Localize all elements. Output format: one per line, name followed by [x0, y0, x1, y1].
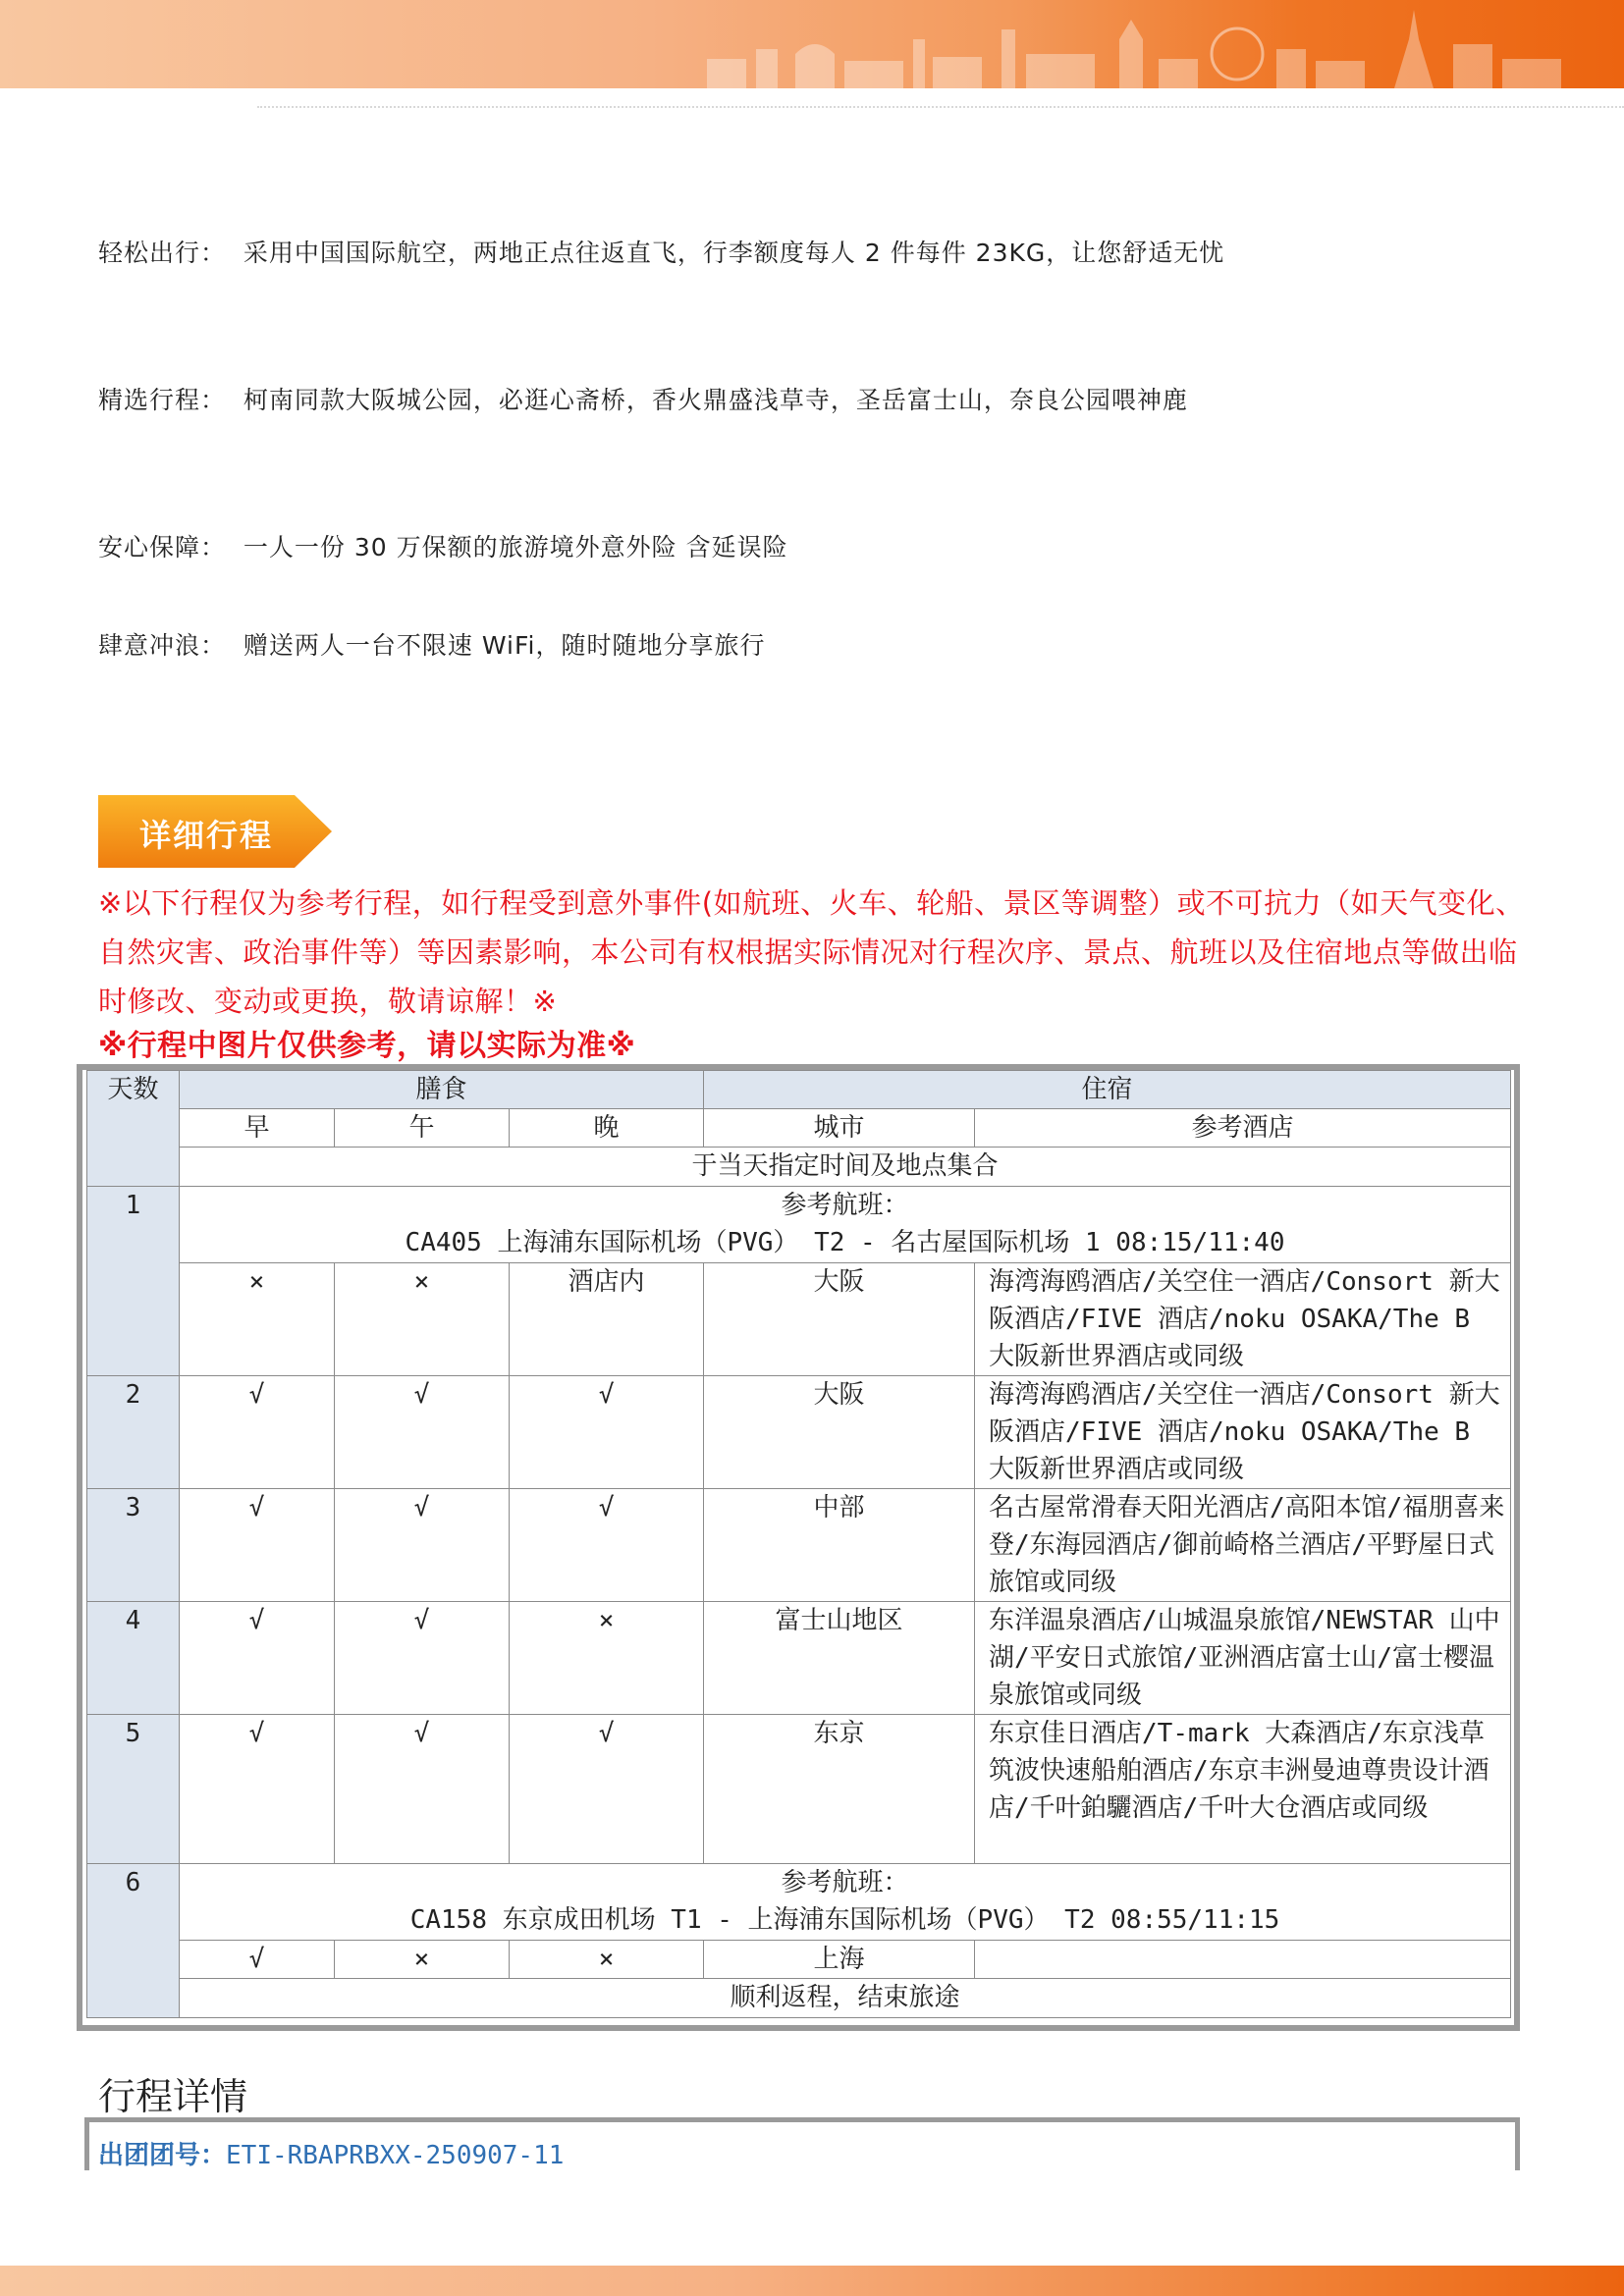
meal-dinner: × — [510, 1602, 704, 1715]
flight-detail: CA405 上海浦东国际机场（PVG） T2 - 名古屋国际机场 1 08:15/11:40 — [405, 1228, 1285, 1257]
hotel — [975, 1941, 1511, 1979]
table-row — [87, 1941, 1511, 1979]
hotel: 名古屋常滑春天阳光酒店/高阳本馆/福朋喜来登/东海园酒店/御前崎格兰酒店/平野屋日式旅馆或同级 — [975, 1489, 1511, 1602]
meal-dinner: √ — [510, 1376, 704, 1489]
day-number: 6 — [87, 1864, 180, 2018]
end-note: 顺利返程，结束旅途 — [180, 1979, 1511, 2018]
feature-label: 轻松出行： — [98, 239, 227, 267]
meal-dinner: 酒店内 — [510, 1263, 704, 1376]
flight-title: 参考航班： — [781, 1191, 909, 1220]
header-hotel: 参考酒店 — [975, 1109, 1511, 1148]
feature-text: 一人一份 30 万保额的旅游境外意外险 含延误险 — [243, 533, 788, 561]
table-row — [87, 1376, 1511, 1489]
table-row — [87, 1602, 1511, 1715]
header-breakfast: 早 — [180, 1109, 335, 1148]
table-row — [87, 1489, 1511, 1602]
group-number — [98, 2135, 564, 2171]
meal-lunch: × — [335, 1941, 510, 1979]
meal-dinner: × — [510, 1941, 704, 1979]
table-row — [87, 1263, 1511, 1376]
footer-banner — [0, 2266, 1624, 2296]
city: 富士山地区 — [704, 1602, 975, 1715]
header-city: 城市 — [704, 1109, 975, 1148]
feature-insurance — [98, 528, 788, 563]
table-row — [87, 1715, 1511, 1864]
feature-itinerary — [98, 381, 1188, 416]
hotel: 东洋温泉酒店/山城温泉旅馆/NEWSTAR 山中湖/平安日式旅馆/亚洲酒店富士山/富士樱温泉旅馆或同级 — [975, 1602, 1511, 1715]
feature-travel — [98, 234, 1224, 269]
group-label: 出团团号： — [98, 2141, 227, 2170]
meal-breakfast: √ — [180, 1715, 335, 1864]
meal-dinner: √ — [510, 1715, 704, 1864]
feature-text: 赠送两人一台不限速 WiFi，随时随地分享旅行 — [243, 631, 766, 660]
section-title: 详细行程 — [139, 817, 274, 854]
hotel: 海湾海鸥酒店/关空住一酒店/Consort 新大阪酒店/FIVE 酒店/noku OSAKA/The B 大阪新世界酒店或同级 — [975, 1376, 1511, 1489]
city: 中部 — [704, 1489, 975, 1602]
flight-detail: CA158 东京成田机场 T1 - 上海浦东国际机场（PVG） T2 08:55/11:15 — [409, 1905, 1280, 1935]
city: 大阪 — [704, 1263, 975, 1376]
meal-breakfast: √ — [180, 1941, 335, 1979]
city: 东京 — [704, 1715, 975, 1864]
flight-info — [180, 1187, 1511, 1263]
day-number: 5 — [87, 1715, 180, 1864]
itinerary-notice: ※以下行程仅为参考行程，如行程受到意外事件(如航班、火车、轮船、景区等调整）或不可抗力（如天气变化、自然灾害、政治事件等）等因素影响，本公司有权根据实际情况对行程次序、景点、航班以及住宿地点等做出临时修改、变动或更换，敬请谅解！※ — [98, 886, 1525, 1018]
table-subheader-row — [87, 1109, 1511, 1148]
header-dinner: 晚 — [510, 1109, 704, 1148]
table-row-end — [87, 1979, 1511, 2018]
meal-breakfast: √ — [180, 1376, 335, 1489]
header-day: 天数 — [87, 1071, 180, 1187]
itinerary-table — [86, 1070, 1511, 2018]
meal-lunch: √ — [335, 1489, 510, 1602]
meal-dinner: √ — [510, 1489, 704, 1602]
assembly-note: 于当天指定时间及地点集合 — [180, 1148, 1511, 1187]
hotel: 海湾海鸥酒店/关空住一酒店/Consort 新大阪酒店/FIVE 酒店/noku OSAKA/The B 大阪新世界酒店或同级 — [975, 1263, 1511, 1376]
day-number: 3 — [87, 1489, 180, 1602]
group-value: ETI-RBAPRBXX-250907-11 — [226, 2141, 565, 2170]
flight-title: 参考航班： — [781, 1868, 909, 1897]
city-skyline-decoration — [687, 0, 1624, 88]
city: 上海 — [704, 1941, 975, 1979]
header-lodging: 住宿 — [704, 1071, 1511, 1109]
day-number: 4 — [87, 1602, 180, 1715]
details-title: 行程详情 — [98, 2075, 248, 2118]
meal-lunch: √ — [335, 1602, 510, 1715]
table-row-flight2 — [87, 1864, 1511, 1941]
feature-text: 柯南同款大阪城公园，必逛心斋桥，香火鼎盛浅草寺，圣岳富士山，奈良公园喂神鹿 — [243, 386, 1188, 414]
day-number: 2 — [87, 1376, 180, 1489]
feature-label: 安心保障： — [98, 533, 227, 561]
feature-label: 肆意冲浪： — [98, 631, 227, 660]
image-notice: ※行程中图片仅供参考，请以实际为准※ — [98, 1029, 636, 1063]
city: 大阪 — [704, 1376, 975, 1489]
meal-lunch: √ — [335, 1715, 510, 1864]
table-row-flight1 — [87, 1187, 1511, 1263]
day-number: 1 — [87, 1187, 180, 1376]
table-header-row — [87, 1071, 1511, 1109]
meal-breakfast: × — [180, 1263, 335, 1376]
hotel: 东京佳日酒店/T-mark 大森酒店/东京浅草筑波快速船舶酒店/东京丰洲曼迪尊贵设计酒店/千叶鉑驪酒店/千叶大仓酒店或同级 — [975, 1715, 1511, 1864]
header-divider — [257, 106, 1624, 108]
meal-breakfast: √ — [180, 1602, 335, 1715]
feature-wifi — [98, 626, 766, 662]
header-meals: 膳食 — [180, 1071, 704, 1109]
feature-label: 精选行程： — [98, 386, 227, 414]
meal-lunch: √ — [335, 1376, 510, 1489]
section-tag-detailed-itinerary — [98, 795, 332, 868]
meal-breakfast: √ — [180, 1489, 335, 1602]
meal-lunch: × — [335, 1263, 510, 1376]
table-row-assembly — [87, 1148, 1511, 1187]
flight-info — [180, 1864, 1511, 1941]
header-lunch: 午 — [335, 1109, 510, 1148]
feature-text: 采用中国国际航空，两地正点往返直飞，行李额度每人 2 件每件 23KG，让您舒适无忧 — [243, 239, 1225, 267]
